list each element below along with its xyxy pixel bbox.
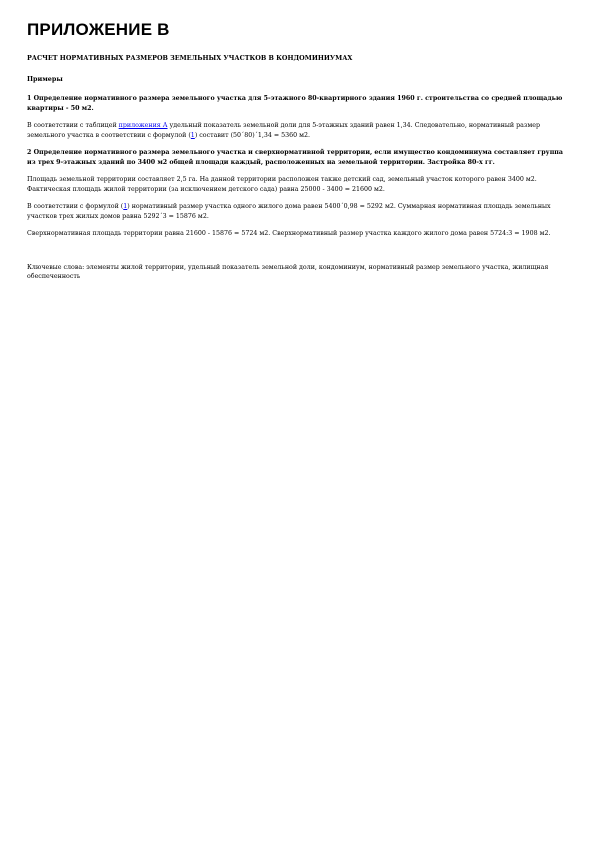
- appendix-subtitle: РАСЧЕТ НОРМАТИВНЫХ РАЗМЕРОВ ЗЕМЕЛЬНЫХ УЧАСТКОВ В КОНДОМИНИУМАХ: [27, 54, 353, 62]
- text-span: ) составит (50´80)´1,34 = 5360 м2.: [194, 131, 311, 139]
- example-1-heading: 1 Определение нормативного размера земельного участка для 5-этажного 80-квартирного здания 1960 г. строительства со средней площадью квартиры - 50 м2.: [27, 95, 563, 112]
- example-2-territory: Площадь земельной территории составляет 2,5 га. На данной территории расположен также детский сад, земельный участок которого равен 3400 м2. Фактическая площадь жилой территории (за исключением детского сада) равна 25000 - 3400 = 21600 м2.: [27, 176, 537, 193]
- formula-1-link[interactable]: 1: [123, 203, 128, 210]
- examples-heading: Примеры: [27, 75, 63, 83]
- text-span: В соответствии с таблицей: [27, 122, 119, 129]
- example-2-heading: 2 Определение нормативного размера земельного участка и сверхнормативной территории, если имущество кондоминиума составляет группа из трех 9-этажных зданий по 3400 м2 общей площади каждый, расположенных на земельной территории. Застройка 80-х гг.: [27, 149, 563, 166]
- document-page: [27, 20, 567, 282]
- text-span: ) нормативный размер участка одного жилого дома равен 5400´0,98 = 5292 м2. Суммарная нормативная площадь земельных участков трех жилых домов равна 5292´3 = 15876 м2.: [27, 203, 551, 220]
- example-2-result: Сверхнормативная площадь территории равна 21600 - 15876 = 5724 м2. Сверхнормативный размер участка каждого жилого дома равен 5724:3 = 1908 м2.: [27, 230, 551, 237]
- appendix-title: ПРИЛОЖЕНИЕ В: [27, 20, 170, 39]
- example-2-calculation: [27, 202, 567, 221]
- formula-1-link[interactable]: 1: [190, 131, 195, 139]
- appendix-a-link[interactable]: приложения А: [118, 122, 168, 129]
- example-1-calculation: [27, 121, 567, 140]
- text-span: удельный показатель земельной доли для 5-этажных зданий равен 1,34. Следовательно, нормативный размер земельного участка в соответствии с формулой (: [27, 122, 541, 139]
- keywords: Ключевые слова: элементы жилой территории, удельный показатель земельной доли, кондоминиум, нормативный размер земельного участка, жилищная обеспеченность: [27, 263, 549, 280]
- text-span: В соответствии с формулой (: [27, 203, 124, 210]
